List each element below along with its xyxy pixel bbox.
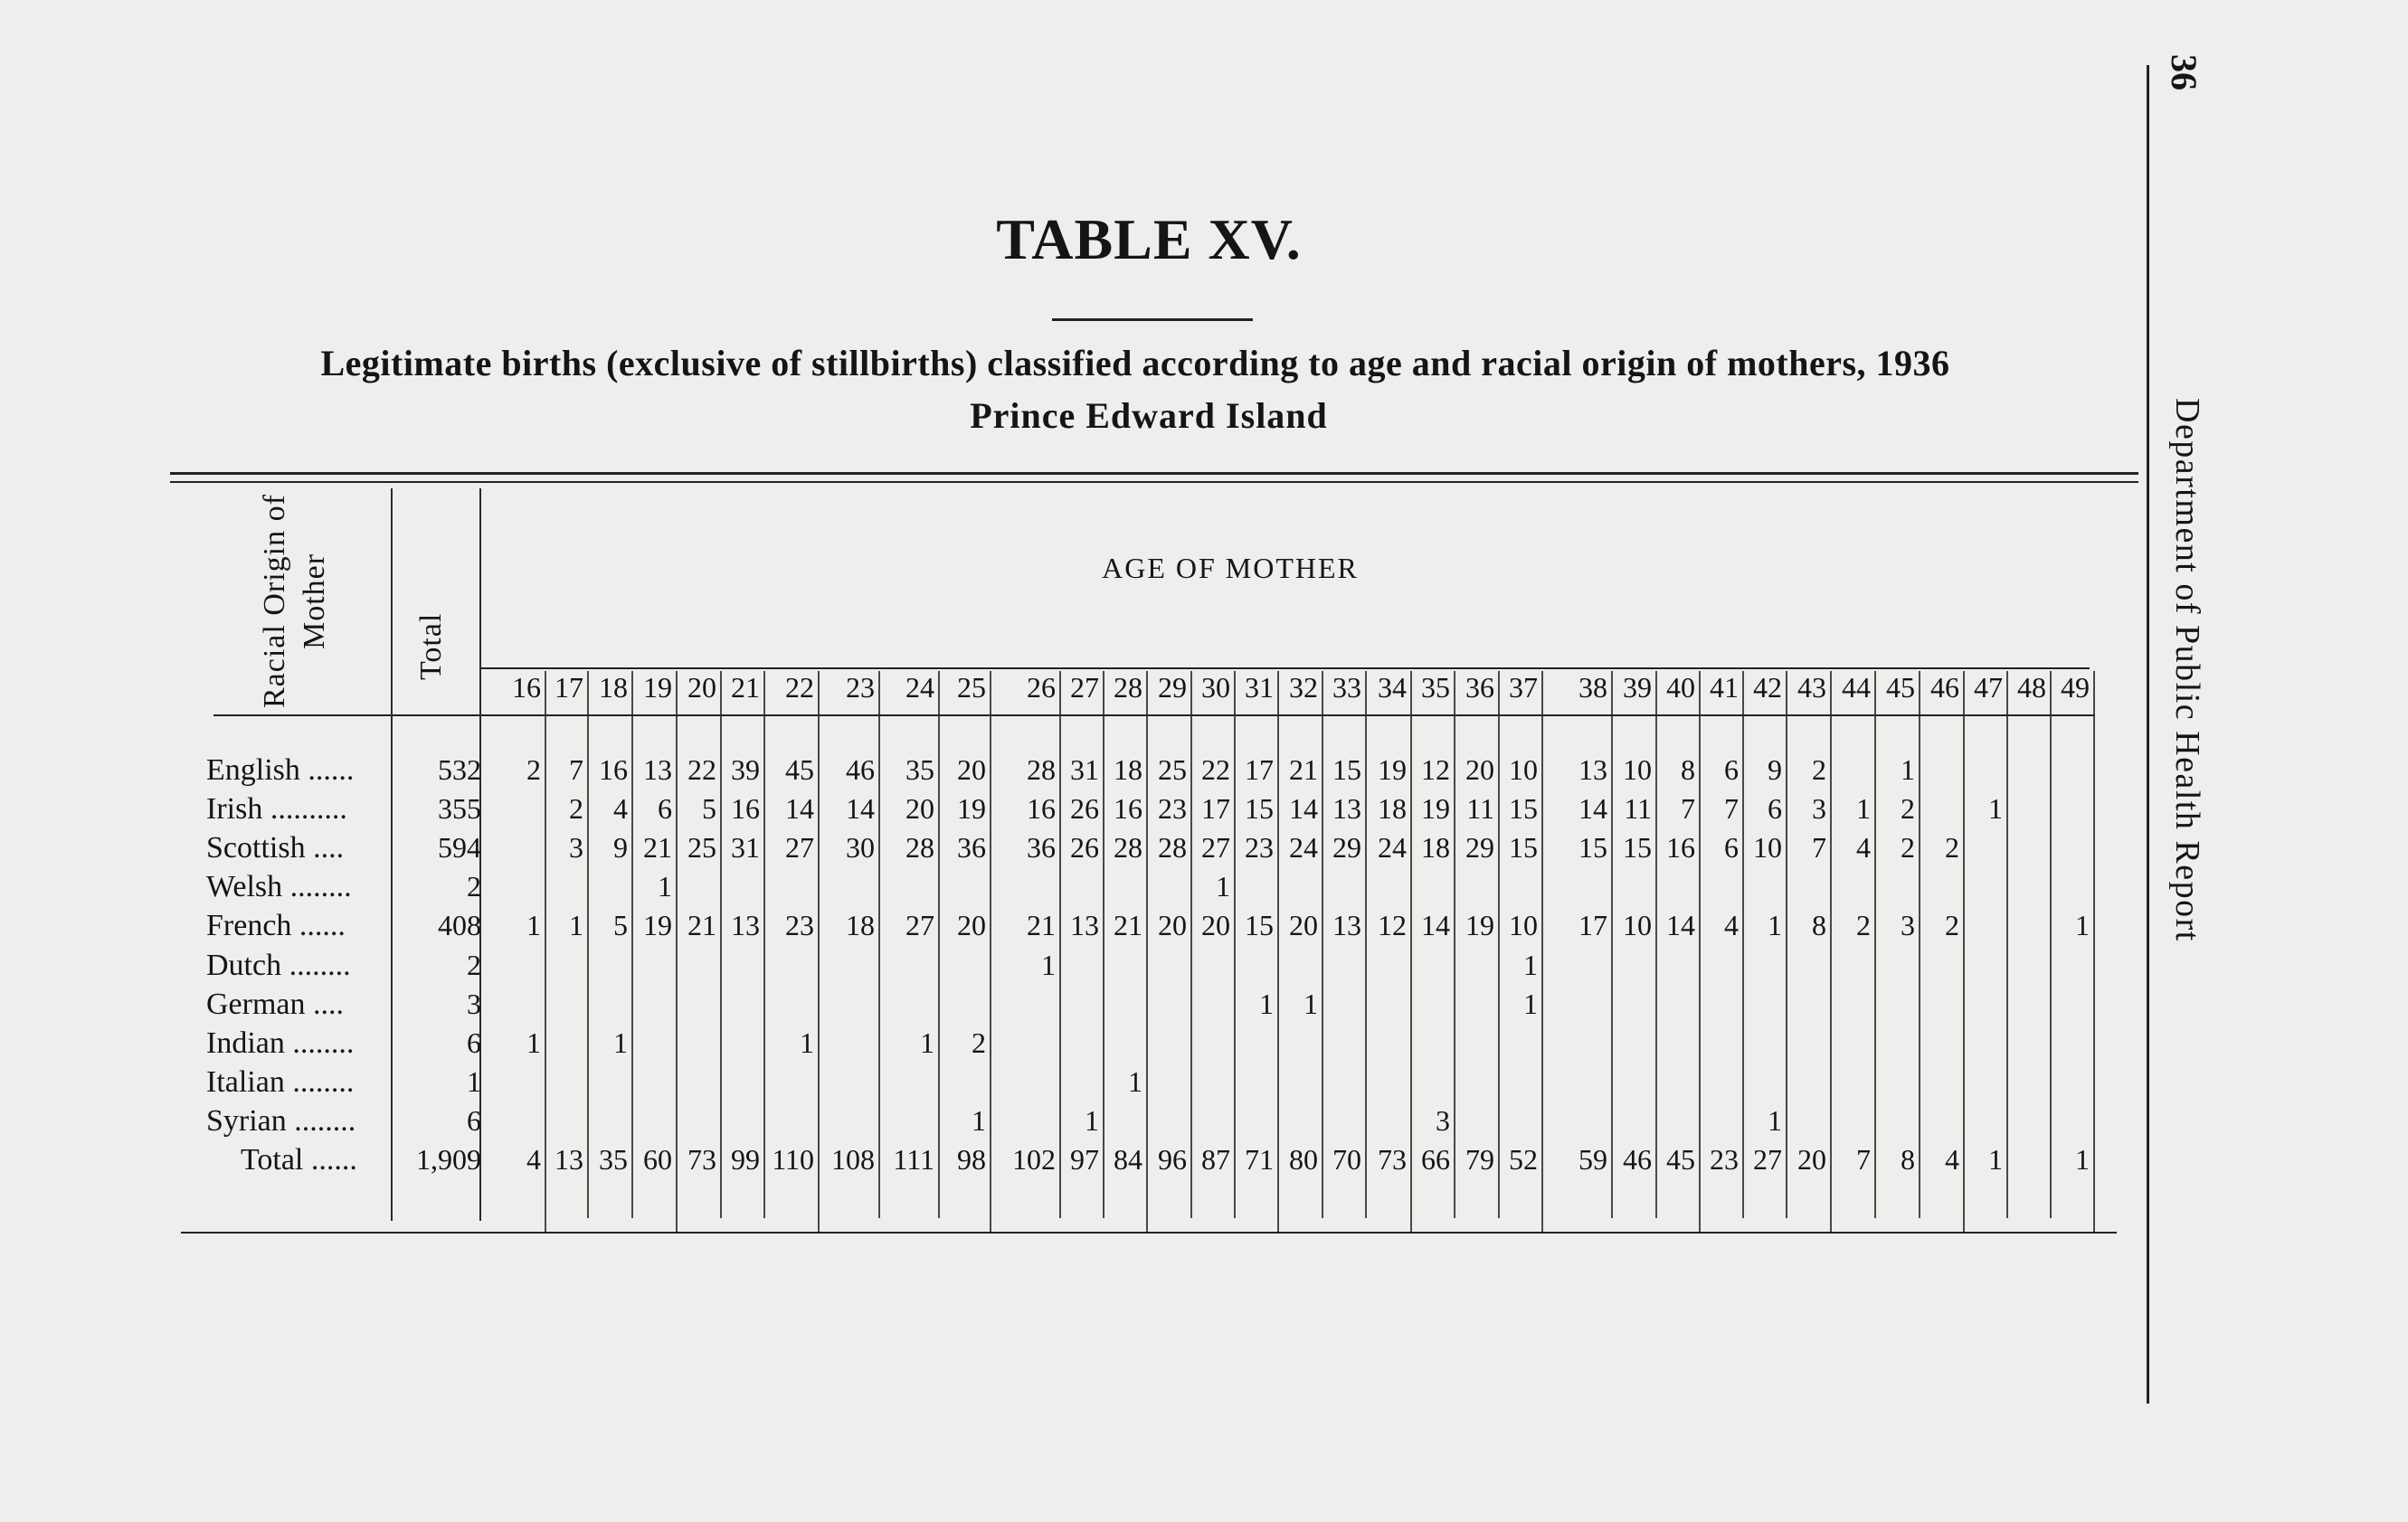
row-label: Scottish .... xyxy=(206,831,345,865)
age-header-cell: 46 xyxy=(1930,671,1959,704)
table-subtitle: Legitimate births (exclusive of stillbirths) classified according to age and racial origin of mothers, 1936 xyxy=(320,343,1950,383)
age-column-divider xyxy=(1919,671,1920,1218)
table-cell: 5 xyxy=(702,792,716,825)
table-cell: 13 xyxy=(731,909,760,941)
table-cell: 13 xyxy=(643,753,672,786)
row-total: 355 xyxy=(438,792,481,825)
table-cell: 10 xyxy=(1623,753,1652,786)
table-cell: 1 xyxy=(1768,1104,1782,1137)
total-row-cell: 70 xyxy=(1332,1143,1361,1176)
age-header-cell: 17 xyxy=(555,671,583,704)
table-cell: 24 xyxy=(1378,831,1407,864)
table-cell: 1 xyxy=(1259,988,1274,1020)
age-header-cell: 43 xyxy=(1797,671,1826,704)
table-cell: 10 xyxy=(1509,753,1538,786)
table-cell: 2 xyxy=(569,792,583,825)
table-cell: 22 xyxy=(1201,753,1230,786)
table-cell: 14 xyxy=(1578,792,1607,825)
age-header-cell: 42 xyxy=(1753,671,1782,704)
table-cell: 1 xyxy=(1041,949,1056,981)
total-row-cell: 1 xyxy=(1988,1143,2003,1176)
table-cell: 18 xyxy=(1421,831,1450,864)
table-cell: 1 xyxy=(1856,792,1871,825)
total-row-cell: 71 xyxy=(1245,1143,1274,1176)
row-label: Welsh ........ xyxy=(206,870,352,903)
table-cell: 23 xyxy=(1245,831,1274,864)
table-cell: 19 xyxy=(1378,753,1407,786)
table-cell: 1 xyxy=(972,1104,986,1137)
table-cell: 19 xyxy=(957,792,986,825)
age-header-cell: 32 xyxy=(1289,671,1318,704)
total-row-cell: 73 xyxy=(687,1143,716,1176)
table-cell: 9 xyxy=(613,831,628,864)
table-title: TABLE XV. xyxy=(996,207,1302,271)
total-row-cell: 96 xyxy=(1158,1143,1187,1176)
table-cell: 1 xyxy=(1128,1065,1142,1098)
table-cell: 1 xyxy=(1768,909,1782,941)
age-header-cell: 30 xyxy=(1201,671,1230,704)
age-header-cell: 23 xyxy=(846,671,875,704)
table-cell: 17 xyxy=(1245,753,1274,786)
age-header-cell: 20 xyxy=(687,671,716,704)
table-cell: 1 xyxy=(2075,909,2090,941)
table-cell: 1 xyxy=(569,909,583,941)
table-cell: 20 xyxy=(957,909,986,941)
table-cell: 3 xyxy=(1901,909,1915,941)
table-cell: 16 xyxy=(599,753,628,786)
table-cell: 29 xyxy=(1332,831,1361,864)
table-cell: 4 xyxy=(1856,831,1871,864)
age-header-cell: 22 xyxy=(785,671,814,704)
total-row-cell: 46 xyxy=(1623,1143,1652,1176)
total-row-cell: 20 xyxy=(1797,1143,1826,1176)
table-cell: 1 xyxy=(1901,753,1915,786)
row-label: German .... xyxy=(206,988,345,1021)
age-header-cell: 47 xyxy=(1974,671,2003,704)
table-cell: 1 xyxy=(1085,1104,1099,1137)
table-cell: 6 xyxy=(1724,753,1739,786)
table-cell: 13 xyxy=(1578,753,1607,786)
racial-origin-header: Racial Origin of Mother xyxy=(258,494,331,709)
table-cell: 19 xyxy=(1465,909,1494,941)
table-cell: 4 xyxy=(613,792,628,825)
total-row-cell: 80 xyxy=(1289,1143,1318,1176)
table-cell: 17 xyxy=(1201,792,1230,825)
table-cell: 14 xyxy=(1666,909,1695,941)
total-row-cell: 111 xyxy=(893,1143,934,1176)
grand-total: 1,909 xyxy=(416,1143,481,1176)
row-label: French ...... xyxy=(206,909,346,942)
table-cell: 1 xyxy=(526,909,541,941)
table-cell: 14 xyxy=(785,792,814,825)
age-header-cell: 31 xyxy=(1245,671,1274,704)
table-cell: 4 xyxy=(1724,909,1739,941)
total-row-cell: 35 xyxy=(599,1143,628,1176)
table-cell: 18 xyxy=(1378,792,1407,825)
table-cell: 12 xyxy=(1378,909,1407,941)
table-cell: 15 xyxy=(1509,792,1538,825)
row-label: Dutch ........ xyxy=(206,949,351,982)
row-label: Syrian ........ xyxy=(206,1104,356,1138)
table-cell: 3 xyxy=(1812,792,1826,825)
total-row-cell: 99 xyxy=(731,1143,760,1176)
table-cell: 23 xyxy=(1158,792,1187,825)
table-cell: 10 xyxy=(1509,909,1538,941)
total-row-cell: 84 xyxy=(1114,1143,1142,1176)
age-header-cell: 18 xyxy=(599,671,628,704)
table-cell: 1 xyxy=(658,870,672,903)
total-row-cell: 60 xyxy=(643,1143,672,1176)
table-cell: 2 xyxy=(1901,831,1915,864)
age-column-divider xyxy=(2050,671,2052,1218)
row-total: 1 xyxy=(467,1065,481,1098)
age-header-cell: 24 xyxy=(905,671,934,704)
row-total: 6 xyxy=(467,1104,481,1137)
table-cell: 20 xyxy=(957,753,986,786)
table-cell: 3 xyxy=(1436,1104,1450,1137)
total-row-cell: 8 xyxy=(1901,1143,1915,1176)
age-header-cell: 44 xyxy=(1842,671,1871,704)
table-cell: 36 xyxy=(957,831,986,864)
table-cell: 20 xyxy=(1289,909,1318,941)
table-cell: 16 xyxy=(1666,831,1695,864)
table-cell: 31 xyxy=(731,831,760,864)
age-of-mother-heading: AGE OF MOTHER xyxy=(1102,552,1359,584)
total-row-cell: 27 xyxy=(1753,1143,1782,1176)
table-cell: 2 xyxy=(526,753,541,786)
table-cell: 2 xyxy=(1856,909,1871,941)
table-cell: 2 xyxy=(1812,753,1826,786)
table-cell: 39 xyxy=(731,753,760,786)
age-column-divider xyxy=(2006,671,2008,1218)
table-cell: 1 xyxy=(613,1026,628,1059)
running-header: Department of Public Health Report xyxy=(2168,398,2206,942)
age-header-cell: 27 xyxy=(1070,671,1099,704)
table-cell: 9 xyxy=(1768,753,1782,786)
row-total: 532 xyxy=(438,753,481,786)
row-label: Italian ........ xyxy=(206,1065,355,1099)
table-cell: 27 xyxy=(1201,831,1230,864)
table-cell: 17 xyxy=(1578,909,1607,941)
table-cell: 13 xyxy=(1332,909,1361,941)
table-cell: 24 xyxy=(1289,831,1318,864)
table-cell: 16 xyxy=(1114,792,1142,825)
table-cell: 25 xyxy=(1158,753,1187,786)
table-cell: 2 xyxy=(972,1026,986,1059)
table-cell: 21 xyxy=(687,909,716,941)
table-cell: 30 xyxy=(846,831,875,864)
table-cell: 15 xyxy=(1509,831,1538,864)
table-cell: 1 xyxy=(1988,792,2003,825)
table-cell: 26 xyxy=(1070,831,1099,864)
total-row-cell: 59 xyxy=(1578,1143,1607,1176)
table-cell: 20 xyxy=(1201,909,1230,941)
table-cell: 2 xyxy=(1945,909,1959,941)
total-row-cell: 97 xyxy=(1070,1143,1099,1176)
table-cell: 35 xyxy=(905,753,934,786)
table-cell: 7 xyxy=(1724,792,1739,825)
table-cell: 16 xyxy=(1027,792,1056,825)
row-total: 6 xyxy=(467,1026,481,1059)
age-header-cell: 35 xyxy=(1421,671,1450,704)
age-header-cell: 40 xyxy=(1666,671,1695,704)
table-cell: 28 xyxy=(1114,831,1142,864)
table-cell: 21 xyxy=(643,831,672,864)
table-cell: 5 xyxy=(613,909,628,941)
age-header-cell: 21 xyxy=(731,671,760,704)
total-row-cell: 1 xyxy=(2075,1143,2090,1176)
total-row-cell: 4 xyxy=(526,1143,541,1176)
age-header-cell: 28 xyxy=(1114,671,1142,704)
table-cell: 7 xyxy=(569,753,583,786)
table-cell: 12 xyxy=(1421,753,1450,786)
table-cell: 15 xyxy=(1332,753,1361,786)
row-total: 3 xyxy=(467,988,481,1020)
total-row-cell: 102 xyxy=(1012,1143,1056,1176)
table-place: Prince Edward Island xyxy=(970,395,1328,436)
age-header-cell: 16 xyxy=(512,671,541,704)
table-cell: 2 xyxy=(1901,792,1915,825)
total-row-label: Total ...... xyxy=(241,1143,357,1177)
table-cell: 1 xyxy=(1523,949,1538,981)
total-row-cell: 110 xyxy=(772,1143,814,1176)
total-row-cell: 108 xyxy=(831,1143,875,1176)
row-label: Irish .......... xyxy=(206,792,347,826)
row-label: English ...... xyxy=(206,753,355,787)
table-cell: 13 xyxy=(1332,792,1361,825)
table-cell: 45 xyxy=(785,753,814,786)
total-row-cell: 79 xyxy=(1465,1143,1494,1176)
table-cell: 2 xyxy=(1945,831,1959,864)
table-cell: 21 xyxy=(1114,909,1142,941)
page-number: 36 xyxy=(2164,54,2204,90)
table-cell: 7 xyxy=(1681,792,1695,825)
total-row-cell: 45 xyxy=(1666,1143,1695,1176)
total-row-cell: 4 xyxy=(1945,1143,1959,1176)
total-row-cell: 7 xyxy=(1856,1143,1871,1176)
table-cell: 11 xyxy=(1466,792,1494,825)
table-cell: 1 xyxy=(1523,988,1538,1020)
age-header-cell: 19 xyxy=(643,671,672,704)
table-cell: 15 xyxy=(1245,909,1274,941)
table-cell: 15 xyxy=(1578,831,1607,864)
table-cell: 18 xyxy=(1114,753,1142,786)
table-cell: 16 xyxy=(731,792,760,825)
table-cell: 14 xyxy=(1421,909,1450,941)
table-cell: 25 xyxy=(687,831,716,864)
table-cell: 27 xyxy=(905,909,934,941)
table-cell: 36 xyxy=(1027,831,1056,864)
table-cell: 21 xyxy=(1289,753,1318,786)
table-cell: 8 xyxy=(1812,909,1826,941)
total-row-cell: 23 xyxy=(1710,1143,1739,1176)
total-row-cell: 66 xyxy=(1421,1143,1450,1176)
table-cell: 1 xyxy=(1216,870,1230,903)
age-header-cell: 49 xyxy=(2061,671,2090,704)
row-total: 594 xyxy=(438,831,481,864)
table-cell: 20 xyxy=(905,792,934,825)
total-row-cell: 52 xyxy=(1509,1143,1538,1176)
row-total: 2 xyxy=(467,870,481,903)
table-cell: 11 xyxy=(1624,792,1652,825)
total-column-header: Total xyxy=(414,612,448,681)
table-cell: 28 xyxy=(1158,831,1187,864)
total-row-cell: 73 xyxy=(1378,1143,1407,1176)
age-header-cell: 48 xyxy=(2017,671,2046,704)
table-cell: 21 xyxy=(1027,909,1056,941)
total-row-cell: 98 xyxy=(957,1143,986,1176)
table-cell: 26 xyxy=(1070,792,1099,825)
table-cell: 19 xyxy=(1421,792,1450,825)
table-cell: 23 xyxy=(785,909,814,941)
total-row-cell: 13 xyxy=(555,1143,583,1176)
age-header-cell: 39 xyxy=(1623,671,1652,704)
total-row-cell: 87 xyxy=(1201,1143,1230,1176)
table-cell: 10 xyxy=(1623,909,1652,941)
table-cell: 1 xyxy=(800,1026,814,1059)
table-cell: 27 xyxy=(785,831,814,864)
table-cell: 31 xyxy=(1070,753,1099,786)
age-column-divider xyxy=(2093,671,2095,1232)
age-header-cell: 33 xyxy=(1332,671,1361,704)
age-header-cell: 26 xyxy=(1027,671,1056,704)
age-header-cell: 45 xyxy=(1886,671,1915,704)
table-cell: 28 xyxy=(1027,753,1056,786)
age-header-cell: 37 xyxy=(1509,671,1538,704)
table-cell: 14 xyxy=(1289,792,1318,825)
table-cell: 22 xyxy=(687,753,716,786)
row-label: Indian ........ xyxy=(206,1026,355,1060)
table-cell: 28 xyxy=(905,831,934,864)
table-cell: 15 xyxy=(1245,792,1274,825)
table-cell: 6 xyxy=(1724,831,1739,864)
table-cell: 20 xyxy=(1465,753,1494,786)
table-cell: 15 xyxy=(1623,831,1652,864)
table-cell: 29 xyxy=(1465,831,1494,864)
age-header-cell: 29 xyxy=(1158,671,1187,704)
age-header-cell: 34 xyxy=(1378,671,1407,704)
table-cell: 6 xyxy=(658,792,672,825)
table-cell: 3 xyxy=(569,831,583,864)
row-total: 2 xyxy=(467,949,481,981)
table-cell: 6 xyxy=(1768,792,1782,825)
row-total: 408 xyxy=(438,909,481,941)
table-cell: 13 xyxy=(1070,909,1099,941)
table-cell: 19 xyxy=(643,909,672,941)
table-cell: 1 xyxy=(1304,988,1318,1020)
table-cell: 1 xyxy=(920,1026,934,1059)
age-header-cell: 25 xyxy=(957,671,986,704)
table-cell: 20 xyxy=(1158,909,1187,941)
age-header-cell: 41 xyxy=(1710,671,1739,704)
table-cell: 8 xyxy=(1681,753,1695,786)
table-cell: 7 xyxy=(1812,831,1826,864)
table-cell: 46 xyxy=(846,753,875,786)
table-cell: 10 xyxy=(1753,831,1782,864)
age-header-cell: 38 xyxy=(1578,671,1607,704)
table-cell: 1 xyxy=(526,1026,541,1059)
table-cell: 18 xyxy=(846,909,875,941)
age-header-cell: 36 xyxy=(1465,671,1494,704)
table-cell: 14 xyxy=(846,792,875,825)
